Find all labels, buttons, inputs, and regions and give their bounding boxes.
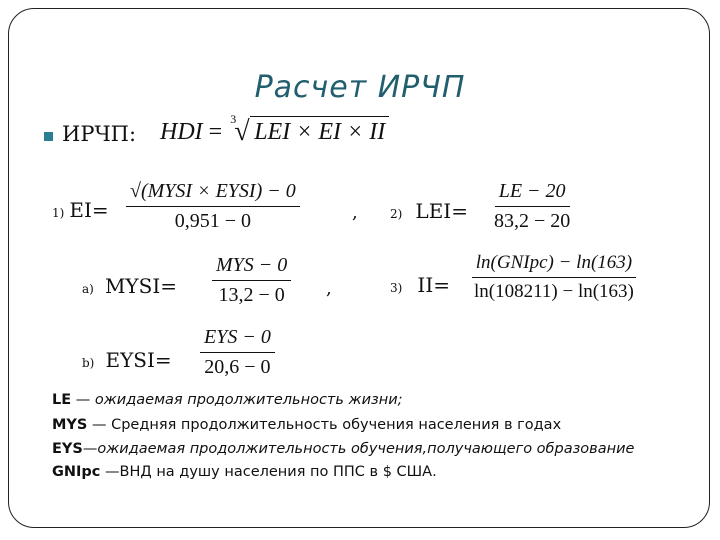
legend-text: ожидаемая продолжительность жизни; [94,392,403,408]
mysi-label: MYSI= [104,274,177,298]
lei-denominator: 83,2 − 20 [494,210,571,232]
lei-label: LEI= [415,199,468,223]
legend-item [52,464,437,480]
slide-title: Расчет ИРЧП [254,70,466,105]
eysi-row [82,348,172,372]
ii-row [390,273,450,297]
ei-label: EI= [69,198,109,222]
eysi-denominator: 20,6 − 0 [204,356,271,378]
legend-item [52,417,561,433]
eysi-numerator: EYS − 0 [200,326,275,353]
ii-label: II= [417,273,450,297]
lei-number: 2) [390,207,403,221]
legend-text: ВНД на душу населения по ППС в $ США. [119,464,437,480]
hdi-formula [160,112,389,147]
ei-number: 1) [52,206,65,220]
legend-sep: — [82,441,98,457]
hdi-label: ИРЧП: [62,122,137,146]
mysi-numerator: MYS − 0 [212,254,291,281]
ei-fraction [126,180,300,233]
legend-sep: — [100,464,120,480]
ei-numerator: √(MYSI × EYSI) − 0 [126,180,300,207]
legend-term: LE [52,392,72,408]
legend-text: ожидаемая продолжительность обучения,получающего образование [97,441,635,457]
legend-sep: — [87,417,112,433]
eysi-fraction [200,326,275,379]
legend-item [52,441,634,457]
ei-denominator: 0,951 − 0 [174,210,251,232]
ei-comma: , [352,202,358,223]
legend-term: EYS [52,441,83,457]
legend-text: Средняя продолжительность обучения населения в годах [111,417,562,433]
ii-number: 3) [390,281,403,295]
ii-denominator: ln(108211) − ln(163) [474,281,634,302]
legend-item [52,392,403,408]
cube-root [228,112,389,147]
legend-term: MYS [52,417,88,433]
hdi-lhs: HDI [160,119,203,145]
legend-term: GNIpc [52,464,101,480]
ii-fraction [470,252,638,303]
ei-row [52,198,109,222]
eysi-label: EYSI= [105,348,172,372]
bullet-icon [44,132,53,141]
mysi-row [82,274,177,298]
ii-numerator: ln(GNIpc) − ln(163) [472,252,636,278]
mysi-comma: , [326,278,332,299]
hdi-radicand: LEI × EI × II [250,116,389,146]
mysi-denominator: 13,2 − 0 [218,284,285,306]
lei-fraction [490,180,574,233]
radical-sign-icon: √ [234,116,250,147]
eysi-number: b) [82,356,95,370]
hdi-equals: = [208,119,223,145]
legend-sep: — [71,392,95,408]
mysi-number: a) [82,282,94,296]
root-index: 3 [230,112,237,126]
mysi-fraction [212,254,291,307]
lei-row [390,199,468,223]
lei-numerator: LE − 20 [495,180,570,207]
